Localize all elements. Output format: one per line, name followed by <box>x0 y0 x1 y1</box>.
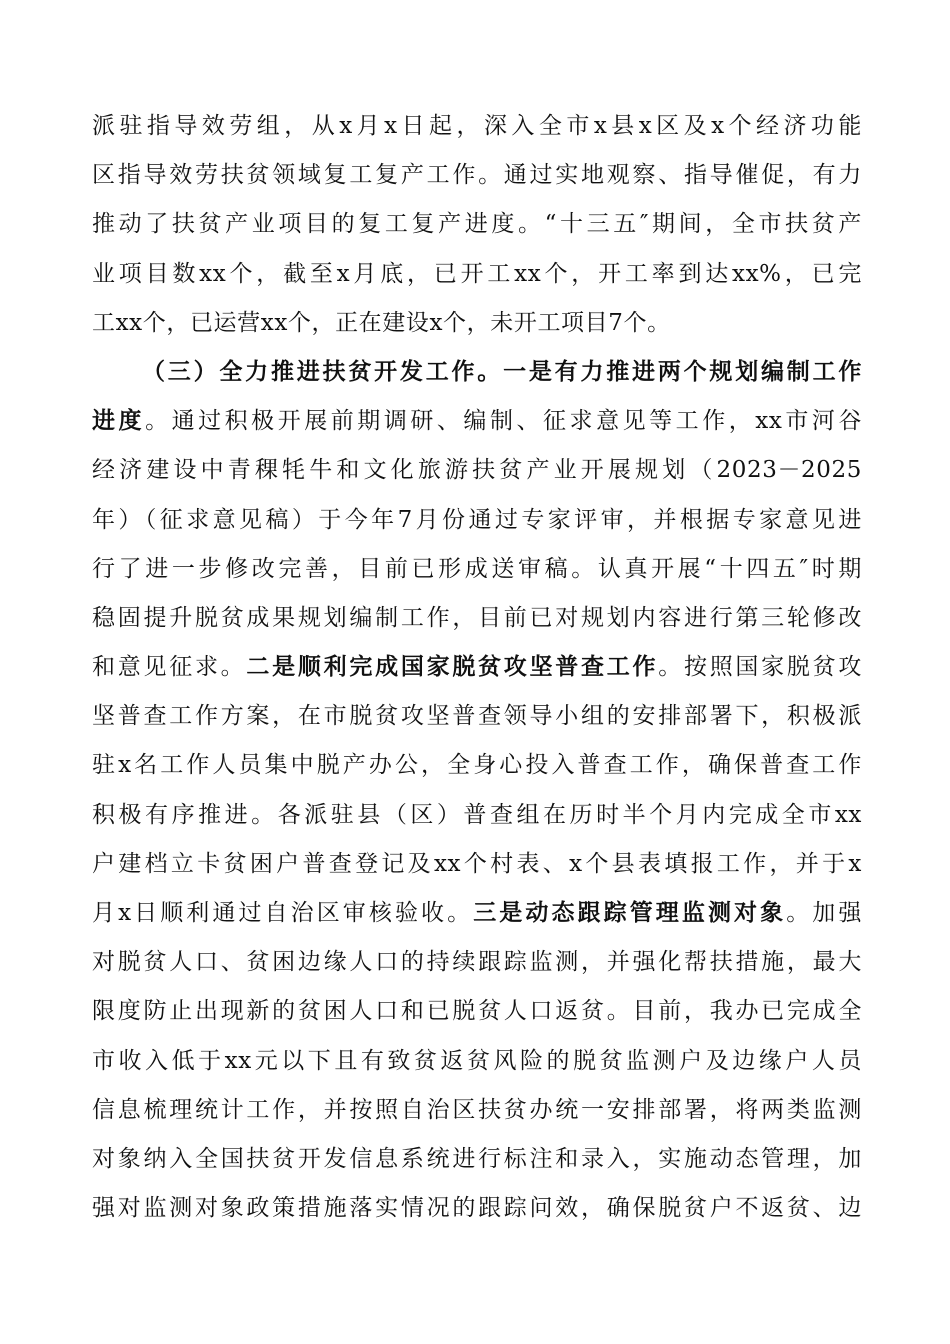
text-line <box>92 254 862 294</box>
body-text-run: 。按照国家脱贫攻 <box>658 654 862 681</box>
text-line <box>92 1090 862 1130</box>
text-line <box>92 549 862 589</box>
body-text-run: 区指导效劳扶贫领域复工复产工作。通过实地观察、指导催促，有力 <box>92 162 862 189</box>
text-line <box>92 303 862 343</box>
text-line <box>92 647 862 687</box>
body-text <box>92 106 862 1237</box>
body-text-run: 强对监测对象政策措施落实情况的跟踪问效，确保脱贫户不返贫、边 <box>92 1195 862 1222</box>
body-text-run: 工xx个，已运营xx个，正在建设x个，未开工项目7个。 <box>92 309 671 336</box>
text-line <box>92 106 862 146</box>
body-text-run: 。通过积极开展前期调研、编制、征求意见等工作，xx市河谷 <box>145 408 862 435</box>
text-line <box>92 401 862 441</box>
text-line <box>92 844 862 884</box>
text-line <box>92 1139 862 1179</box>
body-text-run: 和意见征求。 <box>92 654 247 681</box>
body-text-run: 积极有序推进。各派驻县（区）普查组在历时半个月内完成全市xx <box>92 801 862 828</box>
text-line <box>92 1188 862 1228</box>
body-text-run: 对象纳入全国扶贫开发信息系统进行标注和录入，实施动态管理，加 <box>92 1145 862 1172</box>
body-text-run: 推动了扶贫产业项目的复工复产进度。“十三五″期间，全市扶贫产 <box>92 211 862 238</box>
body-text-run: 坚普查工作方案，在市脱贫攻坚普查领导小组的安排部署下，积极派 <box>92 703 862 730</box>
text-line <box>92 204 862 244</box>
body-text-run: 。加强 <box>786 900 862 926</box>
text-line <box>92 745 862 785</box>
body-text-run: 年）（征求意见稿）于今年7月份通过专家评审，并根据专家意见进 <box>92 506 862 533</box>
body-text-run: 限度防止出现新的贫困人口和已脱贫人口返贫。目前，我办已完成全 <box>92 998 862 1025</box>
text-line <box>92 991 862 1031</box>
body-text-run: 信息梳理统计工作，并按照自治区扶贫办统一安排部署，将两类监测 <box>92 1096 862 1123</box>
body-text-run: 驻x名工作人员集中脱产办公，全身心投入普查工作，确保普查工作 <box>92 752 862 779</box>
body-text-run: 月x日顺利通过自治区审核验收。 <box>92 900 474 926</box>
text-line <box>92 450 862 490</box>
text-line <box>92 500 862 540</box>
bold-heading-text: （三）全力推进扶贫开发工作。一是有力推进两个规划编制工作 <box>142 358 862 385</box>
text-line <box>92 795 862 835</box>
text-line <box>92 598 862 638</box>
body-text-run: 行了进一步修改完善，目前已形成送审稿。认真开展“十四五″时期 <box>92 555 862 582</box>
text-line <box>92 352 862 392</box>
body-text-run: 稳固提升脱贫成果规划编制工作，目前已对规划内容进行第三轮修改 <box>92 604 862 631</box>
body-text-run: 业项目数xx个，截至x月底，已开工xx个，开工率到达xx%，已完 <box>92 260 862 287</box>
text-line <box>92 155 862 195</box>
body-text-run: 市收入低于xx元以下且有致贫返贫风险的脱贫监测户及边缘户人员 <box>92 1047 862 1074</box>
bold-heading-text: 二是顺利完成国家脱贫攻坚普查工作 <box>246 654 659 681</box>
bold-heading-text: 进度 <box>92 408 146 435</box>
body-text-run: 户建档立卡贫困户普查登记及xx个村表、x个县表填报工作，并于x <box>92 850 862 877</box>
text-line <box>92 942 862 982</box>
body-text-run: 经济建设中青稞牦牛和文化旅游扶贫产业开展规划（2023－2025 <box>92 457 862 484</box>
body-text-run: 派驻指导效劳组，从x月x日起，深入全市x县x区及x个经济功能 <box>92 113 862 139</box>
text-line <box>92 893 862 933</box>
bold-heading-text: 三是动态跟踪管理监测对象 <box>473 900 787 926</box>
text-line <box>92 696 862 736</box>
text-line <box>92 1041 862 1081</box>
body-text-run: 对脱贫人口、贫困边缘人口的持续跟踪监测，并强化帮扶措施，最大 <box>92 949 862 976</box>
